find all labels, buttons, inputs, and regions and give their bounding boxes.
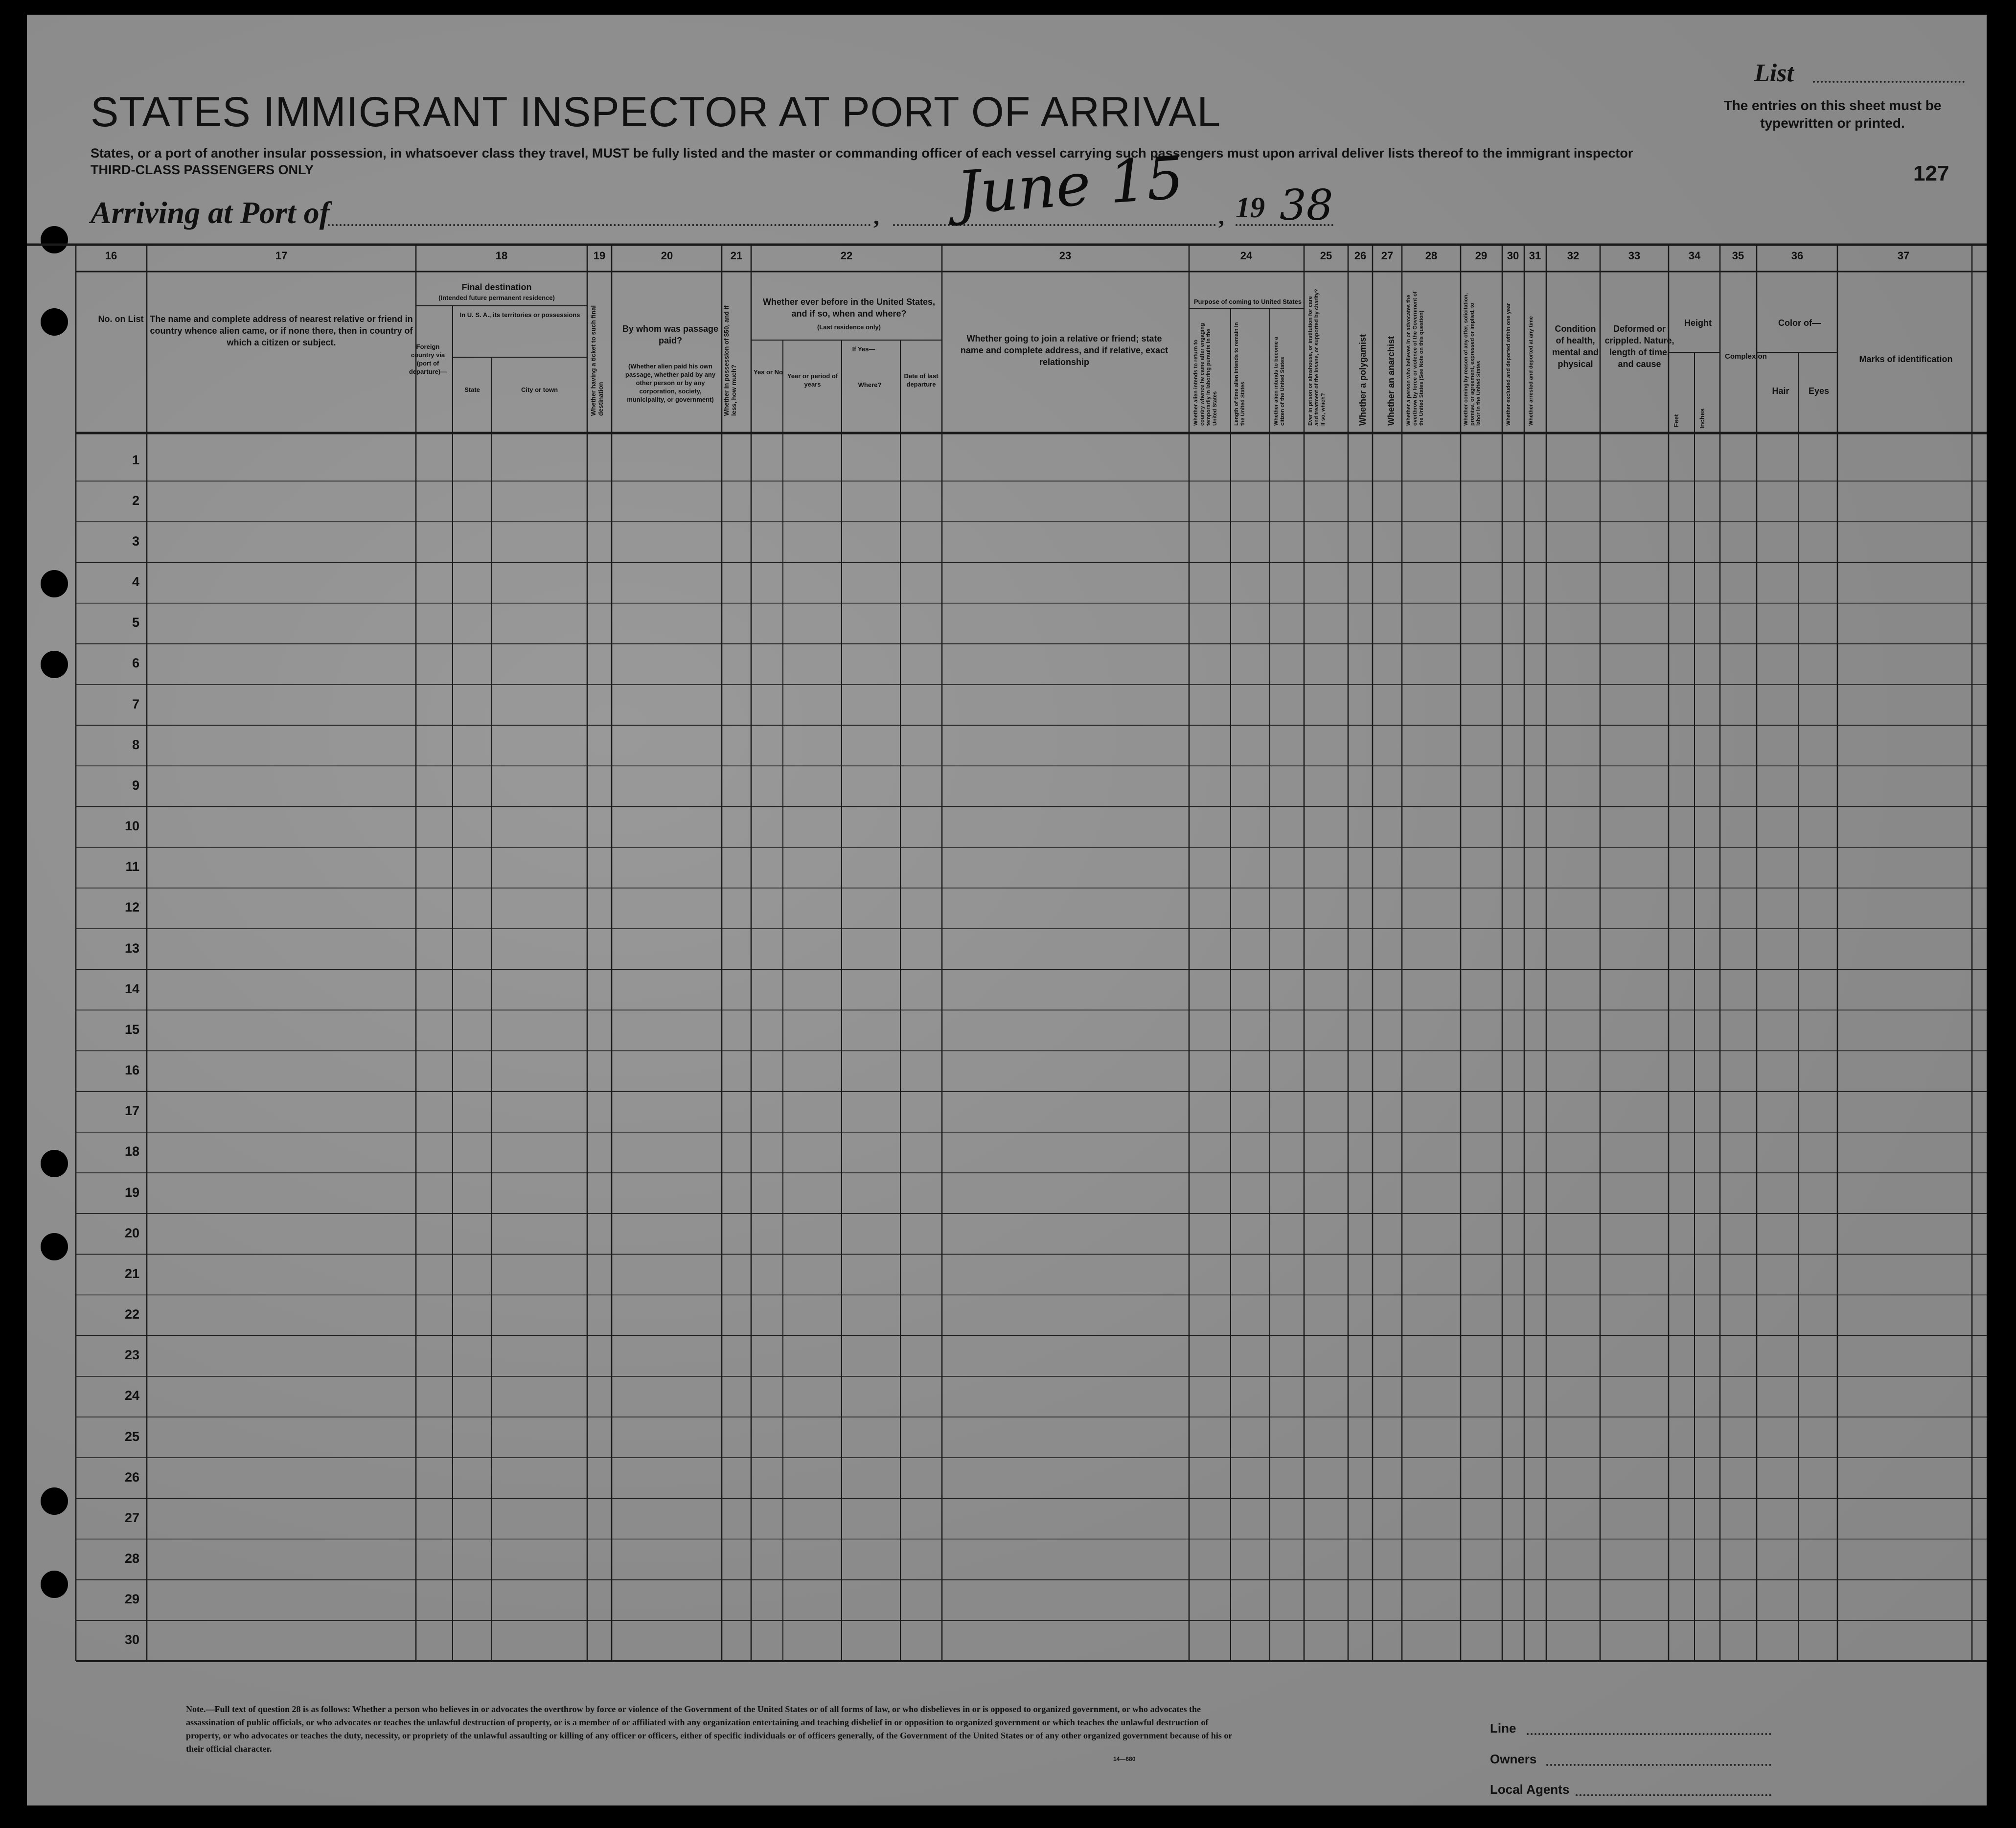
line-label: Line [1490, 1721, 1516, 1736]
header-purpose-citizen: Whether alien intends to become a citizen of the United States [1273, 337, 1285, 426]
column-number: 37 [1897, 250, 1910, 262]
row-number: 27 [124, 1510, 139, 1525]
row-number: 15 [124, 1022, 139, 1037]
row-number: 5 [132, 615, 139, 630]
owners-label: Owners [1490, 1752, 1537, 1766]
header-purpose-return: Whether alien intends to return to country whence he came after engaging temporarily in laboring pursuits in the United States [1193, 323, 1218, 426]
row-number: 20 [124, 1225, 139, 1240]
header-join-relative: Whether going to join a relative or friend; state name and complete address, and if relative, exact relationship [960, 334, 1168, 367]
binder-hole [41, 651, 68, 678]
header-final-destination: Final destination [461, 282, 532, 292]
header-height: Height [1684, 318, 1712, 328]
row-number: 4 [132, 574, 139, 590]
column-number: 22 [840, 250, 853, 262]
row-number: 3 [132, 533, 139, 548]
binder-hole [41, 1571, 68, 1598]
sheet-number: 127 [1913, 161, 1949, 185]
year-field-line [1236, 224, 1333, 226]
header-passage-paid: By whom was passage paid? [622, 324, 719, 345]
row-number: 28 [124, 1551, 139, 1566]
row-number: 9 [132, 777, 139, 793]
class-line: THIRD-CLASS PASSENGERS ONLY [91, 162, 314, 177]
header-fifty-dollars: Whether in possession of $50, and if less, how much? [723, 305, 737, 416]
header-year-period: Year or period of years [787, 372, 838, 388]
column-number: 34 [1688, 250, 1701, 262]
column-number: 29 [1475, 250, 1488, 262]
header-inches: Inches [1698, 408, 1706, 429]
header-if-yes: If Yes— [852, 345, 875, 353]
binder-hole [41, 226, 68, 253]
header-nearest-relative: The name and complete address of nearest relative or friend in country whence alien came, or if none there, then in country of which a citizen or subject. [150, 314, 413, 347]
header-state: State [464, 386, 480, 393]
column-number: 23 [1059, 250, 1072, 262]
column-number: 17 [275, 250, 288, 262]
row-number: 14 [124, 981, 139, 996]
header-city-town: City or town [521, 386, 558, 393]
table-grid [27, 15, 1987, 1805]
header-where: Where? [858, 381, 882, 388]
header-labor-offer: Whether coming by reason of any offer, solicitation, promise, or agreement, expressed or implied, to labor in the United States [1463, 293, 1482, 426]
header-anarchist: Whether an anarchist [1386, 336, 1396, 426]
column-number: 25 [1320, 250, 1332, 262]
list-label: List [1754, 59, 1794, 87]
column-number: 31 [1529, 250, 1541, 262]
column-number: 35 [1732, 250, 1744, 262]
header-prison: Ever in prison or almshouse, or institution for care and treatment of the insane, or supported by charity? If so, which? [1307, 289, 1326, 426]
agents-label: Local Agents [1490, 1782, 1570, 1797]
header-feet: Feet [1672, 414, 1680, 428]
column-number: 32 [1567, 250, 1580, 262]
row-number: 22 [124, 1307, 139, 1322]
row-number: 2 [132, 493, 139, 508]
column-number: 16 [105, 250, 117, 262]
binder-hole [41, 1233, 68, 1260]
header-yes-no: Yes or No [754, 368, 783, 376]
owners-field[interactable] [1546, 1764, 1771, 1766]
header-ever-before-in-us: Whether ever before in the United States, and if so, when and where? [762, 297, 936, 319]
row-number: 10 [124, 819, 139, 834]
header-arrested-deported: Whether arrested and deported at any time [1528, 316, 1534, 426]
column-number: 30 [1507, 250, 1519, 262]
row-number: 8 [132, 737, 139, 752]
year-prefix: 19 [1236, 191, 1265, 224]
column-number: 20 [661, 250, 673, 262]
list-field[interactable] [1813, 81, 1965, 83]
row-number: 21 [124, 1266, 139, 1281]
row-number: 25 [124, 1429, 139, 1444]
column-number: 21 [730, 250, 743, 262]
column-number: 24 [1240, 250, 1253, 262]
column-number: 18 [495, 250, 508, 262]
comma: , [873, 204, 879, 229]
header-q28-overthrow: Whether a person who believes in or advocates the overthrow by force or violence of the Government of the United States (See Note on this question) [1406, 291, 1424, 426]
row-number: 23 [124, 1348, 139, 1363]
row-number: 11 [125, 859, 139, 874]
footnote-q28: Note.—Full text of question 28 is as follows: Whether a person who believes in or advocates the overthrow by force or violence of the Government of the United States or of all forms of law, or who disbelieves in or is opposed to organized government, or who advocates the assassination of public officials, or who advocates or teaches the unlawful destruction of property, or is a member of or affiliated with any organization entertaining and teaching disbelief in or opposition to organized government or which teaches the unlawful destruction of property, or who advocates or teaches the duty, necessity, or propriety of the unlawful assaulting or killing of any officer or officers, either of specific individuals or of officers generally, of the Government of the United States or of any other organized government because of his or their official character. [186, 1704, 1232, 1754]
row-number: 19 [124, 1185, 139, 1200]
column-number: 19 [593, 250, 606, 262]
manifest-sheet [27, 15, 1987, 1805]
binder-hole [41, 570, 68, 597]
row-number: 17 [124, 1103, 139, 1119]
line-field[interactable] [1527, 1733, 1771, 1735]
header-health: Condition of health, mental and physical [1552, 324, 1599, 369]
typed-note: The entries on this sheet must be typewritten or printed. [1723, 98, 1942, 131]
header-purpose-length: Length of time alien intends to remain in the United States [1234, 322, 1246, 426]
binder-hole [41, 1487, 68, 1515]
comma: , [1218, 204, 1224, 229]
year-handwritten: 38 [1280, 181, 1333, 230]
header-color-of: Color of— [1778, 318, 1821, 328]
column-number: 26 [1354, 250, 1367, 262]
header-hair: Hair [1772, 386, 1789, 396]
header-polygamist: Whether a polygamist [1358, 334, 1368, 426]
header-passage-paid-sub: (Whether alien paid his own passage, whether paid by any other person or by any corporation, society, municipality, or government) [625, 363, 716, 403]
header-in-usa: In U. S. A., its territories or possessions [459, 311, 580, 319]
date-handwritten: June 15 [954, 143, 1186, 228]
header-purpose: Purpose of coming to United States [1193, 298, 1302, 305]
column-number: 36 [1791, 250, 1804, 262]
agents-field[interactable] [1576, 1794, 1771, 1796]
column-number: 28 [1425, 250, 1438, 262]
header-eyes: Eyes [1808, 386, 1830, 396]
header-deformed: Deformed or crippled. Nature, length of time, and cause [1604, 324, 1674, 369]
binder-hole [41, 1150, 68, 1177]
header-final-destination-sub: (Intended future permanent residence) [438, 294, 555, 301]
header-no-on-list: No. on List [98, 314, 144, 324]
port-field[interactable] [328, 224, 871, 226]
header-complexion: Complexion [1725, 352, 1767, 361]
row-number: 13 [124, 940, 139, 956]
row-number: 18 [124, 1144, 139, 1159]
row-number: 26 [124, 1469, 139, 1485]
instruction-line: States, or a port of another insular possession, in whatsoever class they travel, MUST be fully listed and the master or commanding officer of each vessel carrying such passengers must upon arrival deliver lists thereof to the immigrant inspector [91, 146, 1633, 160]
row-number: 1 [132, 452, 139, 467]
header-ticket: Whether having a ticket to such final destination [590, 305, 604, 416]
header-ever-before-sub: (Last residence only) [817, 323, 881, 331]
binder-hole [41, 308, 68, 336]
row-number: 6 [132, 656, 139, 671]
arriving-label: Arriving at Port of [91, 195, 330, 230]
header-excluded-deported: Whether excluded and deported within one year [1506, 303, 1512, 426]
column-number: 33 [1628, 250, 1641, 262]
column-number: 27 [1381, 250, 1394, 262]
row-number: 24 [124, 1388, 139, 1403]
row-number: 7 [132, 696, 139, 711]
header-marks-identification: Marks of identification [1859, 354, 1953, 364]
form-code: 14—680 [1113, 1756, 1136, 1762]
row-number: 30 [124, 1632, 139, 1647]
row-number: 29 [124, 1592, 139, 1607]
page-title: STATES IMMIGRANT INSPECTOR AT PORT OF ARRIVAL [91, 89, 1221, 136]
row-number: 16 [124, 1063, 139, 1078]
row-number: 12 [124, 900, 139, 915]
date-field-line [893, 224, 1216, 226]
header-foreign-country: Foreign country via (port of departure)— [409, 343, 447, 375]
header-date-departure: Date of last departure [904, 372, 939, 388]
